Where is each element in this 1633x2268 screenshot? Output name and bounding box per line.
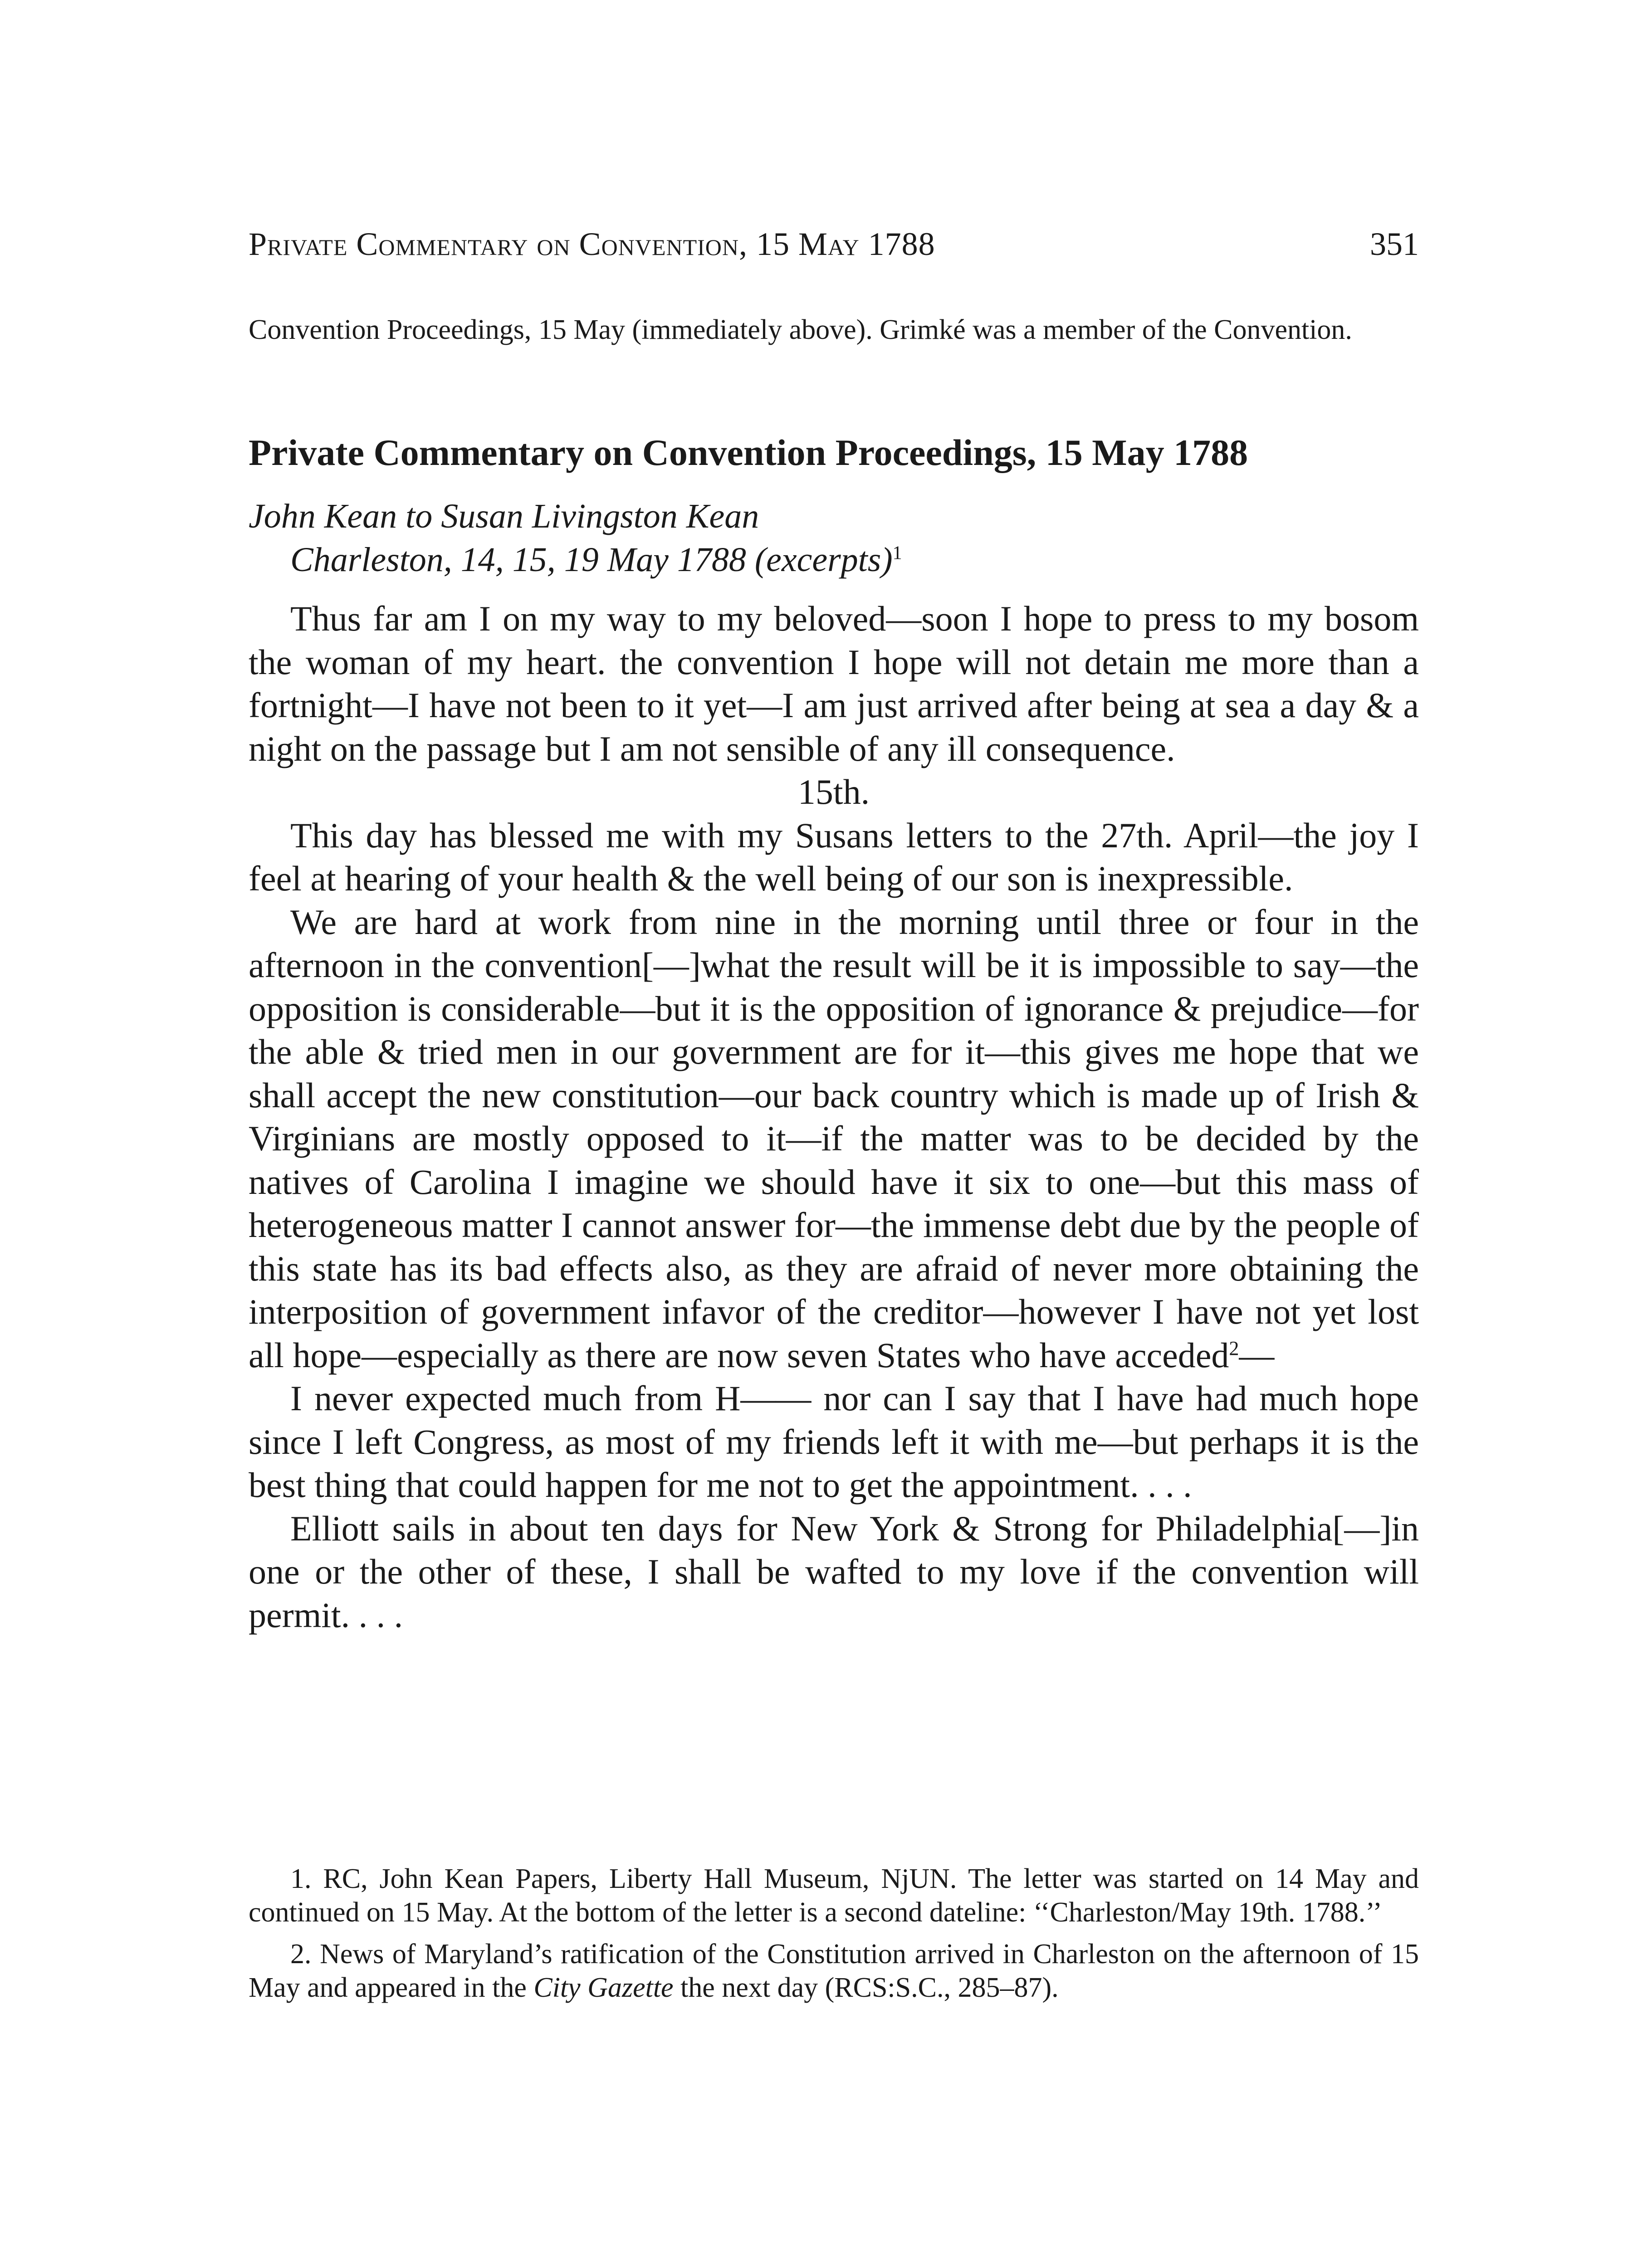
- footnote-2-end: the next day (RCS:S.C., 285–87).: [673, 1972, 1059, 2003]
- letter-paragraph: [249, 900, 1419, 1377]
- letter-body: [249, 597, 1419, 1637]
- running-head-title: Private Commentary on Convention, 15 May 1788: [249, 226, 935, 262]
- footnotes: [249, 1862, 1419, 2013]
- dateline-text: Charleston, 14, 15, 19 May 1788 (excerpts): [290, 541, 893, 579]
- footnote-2: [249, 1937, 1419, 2004]
- continued-footnote: Convention Proceedings, 15 May (immediately above). Grimké was a member of the Convention.: [249, 314, 1352, 345]
- page-number: 351: [1370, 226, 1419, 262]
- footnote-ref-2: 2: [1229, 1337, 1239, 1359]
- letter-correspondents: John Kean to Susan Livingston Kean: [249, 497, 759, 535]
- letter-paragraph-end: —: [1239, 1335, 1275, 1375]
- letter-dateline: [290, 538, 1419, 582]
- running-head: [249, 226, 1419, 262]
- footnote-ref-1: 1: [892, 543, 902, 564]
- section-heading: Private Commentary on Convention Proceedings, 15 May 1788: [249, 432, 1248, 473]
- letter-paragraph: Elliott sails in about ten days for New York & Strong for Philadelphia[—]in one or the other of these, I shall be wafted to my love if the convention will permit. . . .: [249, 1508, 1419, 1635]
- footnote-2-text: 2. News of Maryland’s ratification of the Constitution arrived in Charleston on the afternoon of 15 May and appeared in the: [249, 1939, 1419, 2003]
- footnote-1: 1. RC, John Kean Papers, Liberty Hall Museum, NjUN. The letter was started on 14 May and continued on 15 May. At the bottom of the letter is a second dateline: ‘‘Charleston/May 19th. 1788.’’: [249, 1863, 1419, 1928]
- footnote-2-italic: City Gazette: [533, 1972, 674, 2003]
- letter-paragraph: Thus far am I on my way to my beloved—soon I hope to press to my bosom the woman of my heart. the convention I hope will not detain me more than a fortnight—I have not been to it yet—I am just arrived after being at sea a day & a night on the passage but I am not sensible of any ill consequence.: [249, 599, 1419, 768]
- letter-paragraph: I never expected much from H—— nor can I say that I have had much hope since I left Congress, as most of my friends left it with me—but perhaps it is the best thing that could happen for me not to get the appointment. . . .: [249, 1378, 1419, 1505]
- letter-paragraph: This day has blessed me with my Susans letters to the 27th. April—the joy I feel at hearing of your health & the well being of our son is inexpressible.: [249, 815, 1419, 898]
- letter-paragraph-text: We are hard at work from nine in the morning until three or four in the afternoon in the convention[—]what the result will be it is impossible to say—the opposition is considerable—but it is the opposition of ignorance & prejudice—for the able & tried men in our government are for it—this gives me hope that we shall accept the new constitution—our back country which is made up of Irish & Virginians are mostly opposed to it—if the matter was to be decided by the natives of Carolina I imagine we should have it six to one—but this mass of heterogeneous matter I cannot answer for—the immense debt due by the people of this state has its bad effects also, as they are afraid of never more obtaining the interposition of government infavor of the creditor—however I have not yet lost all hope—especially as there are now seven States who have acceded: [249, 902, 1419, 1375]
- letter-date-marker: 15th.: [797, 772, 870, 811]
